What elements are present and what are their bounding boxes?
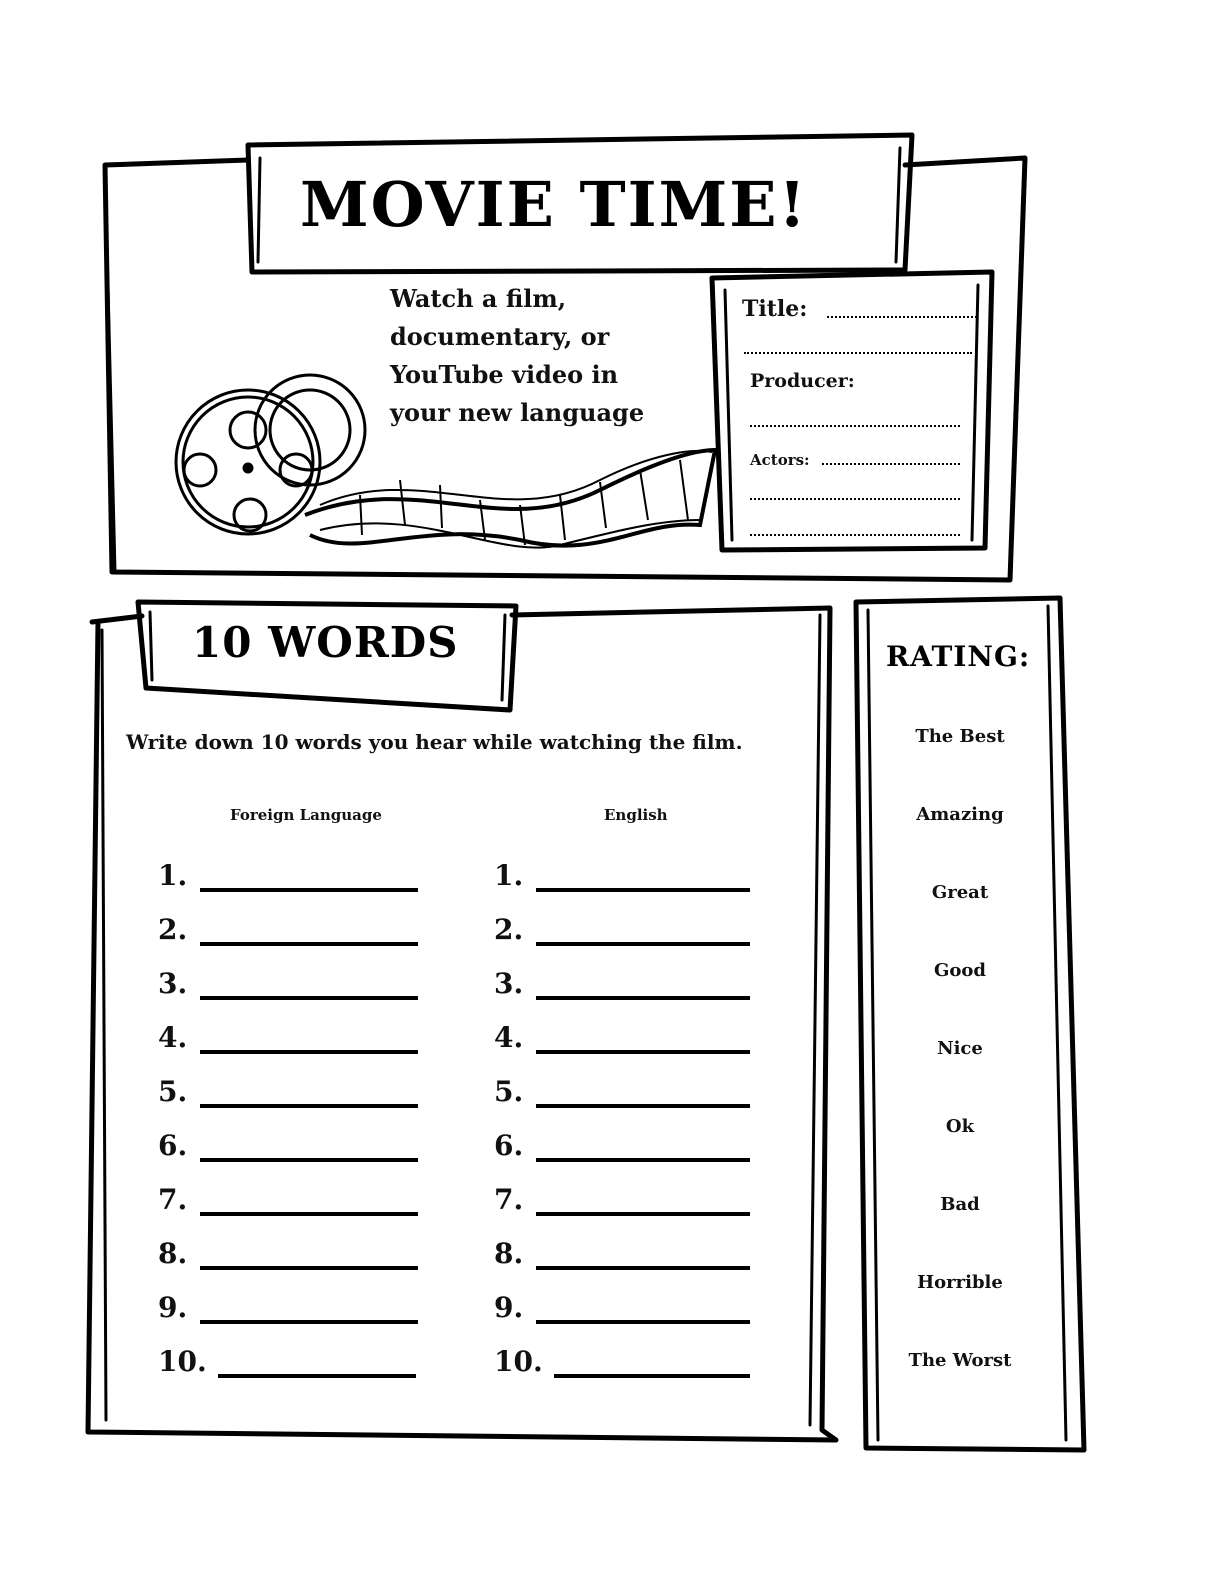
list-item[interactable] [494, 1162, 750, 1216]
list-item[interactable] [158, 1216, 418, 1270]
item-number: 4. [158, 1021, 188, 1054]
list-item[interactable] [494, 1324, 750, 1378]
item-number: 10. [158, 1345, 207, 1378]
rating-title: RATING: [886, 640, 1031, 673]
foreign-word-list [158, 838, 418, 1378]
actors-dotted-line-1[interactable] [822, 463, 960, 465]
item-number: 9. [494, 1291, 524, 1324]
actors-label: Actors: [750, 451, 810, 469]
blank-line[interactable] [200, 1190, 418, 1216]
page-title: MOVIE TIME! [300, 168, 808, 241]
rating-option[interactable]: Great [931, 882, 989, 903]
intro-line: documentary, or [390, 322, 610, 351]
item-number: 9. [158, 1291, 188, 1324]
list-item[interactable] [158, 1054, 418, 1108]
blank-line[interactable] [200, 1082, 418, 1108]
item-number: 4. [494, 1021, 524, 1054]
list-item[interactable] [494, 1054, 750, 1108]
column-header-foreign: Foreign Language [230, 806, 382, 824]
actors-dotted-line-3[interactable] [750, 534, 960, 536]
blank-line[interactable] [536, 920, 750, 946]
rating-option[interactable]: Amazing [916, 804, 1004, 825]
list-item[interactable] [494, 892, 750, 946]
list-item[interactable] [494, 1108, 750, 1162]
item-number: 8. [158, 1237, 188, 1270]
rating-option[interactable]: Bad [940, 1194, 980, 1215]
words-instruction: Write down 10 words you hear while watching the film. [126, 730, 743, 754]
blank-line[interactable] [200, 866, 418, 892]
item-number: 2. [158, 913, 188, 946]
item-number: 1. [158, 859, 188, 892]
blank-line[interactable] [536, 1190, 750, 1216]
blank-line[interactable] [536, 1028, 750, 1054]
producer-dotted-line[interactable] [750, 425, 960, 427]
blank-line[interactable] [536, 1136, 750, 1162]
intro-line: YouTube video in [390, 360, 619, 389]
blank-line[interactable] [200, 920, 418, 946]
list-item[interactable] [494, 1270, 750, 1324]
actors-field [750, 450, 810, 469]
title-label: Title: [742, 296, 808, 322]
blank-line[interactable] [200, 1298, 418, 1324]
intro-line: Watch a film, [390, 284, 567, 313]
rating-option[interactable]: Nice [937, 1038, 983, 1059]
producer-field [750, 370, 855, 392]
producer-label: Producer: [750, 370, 855, 392]
list-item[interactable] [158, 946, 418, 1000]
list-item[interactable] [158, 892, 418, 946]
blank-line[interactable] [200, 1136, 418, 1162]
intro-line: your new language [390, 398, 645, 427]
title-dotted-line[interactable] [827, 316, 977, 318]
item-number: 3. [158, 967, 188, 1000]
item-number: 1. [494, 859, 524, 892]
rating-option[interactable]: The Worst [908, 1350, 1012, 1371]
list-item[interactable] [158, 1324, 418, 1378]
title-dotted-line-2[interactable] [744, 352, 972, 354]
item-number: 3. [494, 967, 524, 1000]
words-section-title: 10 WORDS [192, 618, 459, 667]
list-item[interactable] [494, 838, 750, 892]
blank-line[interactable] [554, 1352, 750, 1378]
item-number: 8. [494, 1237, 524, 1270]
rating-option[interactable]: Horrible [917, 1272, 1003, 1293]
rating-option[interactable]: The Best [915, 726, 1005, 747]
blank-line[interactable] [200, 974, 418, 1000]
blank-line[interactable] [536, 866, 750, 892]
list-item[interactable] [158, 1108, 418, 1162]
item-number: 7. [158, 1183, 188, 1216]
column-header-english: English [604, 806, 668, 824]
list-item[interactable] [158, 1270, 418, 1324]
blank-line[interactable] [200, 1244, 418, 1270]
item-number: 6. [494, 1129, 524, 1162]
title-field[interactable] [742, 296, 982, 322]
blank-line[interactable] [536, 1244, 750, 1270]
blank-line[interactable] [536, 1298, 750, 1324]
list-item[interactable] [494, 946, 750, 1000]
blank-line[interactable] [218, 1352, 416, 1378]
blank-line[interactable] [200, 1028, 418, 1054]
blank-line[interactable] [536, 1082, 750, 1108]
list-item[interactable] [158, 1000, 418, 1054]
item-number: 5. [494, 1075, 524, 1108]
item-number: 2. [494, 913, 524, 946]
list-item[interactable] [494, 1000, 750, 1054]
intro-text [390, 280, 690, 432]
list-item[interactable] [158, 838, 418, 892]
list-item[interactable] [494, 1216, 750, 1270]
rating-option[interactable]: Good [934, 960, 986, 981]
blank-line[interactable] [536, 974, 750, 1000]
item-number: 7. [494, 1183, 524, 1216]
rating-option[interactable]: Ok [945, 1116, 975, 1137]
english-word-list [494, 838, 750, 1378]
actors-dotted-line-2[interactable] [750, 498, 960, 500]
list-item[interactable] [158, 1162, 418, 1216]
item-number: 5. [158, 1075, 188, 1108]
item-number: 10. [494, 1345, 543, 1378]
item-number: 6. [158, 1129, 188, 1162]
